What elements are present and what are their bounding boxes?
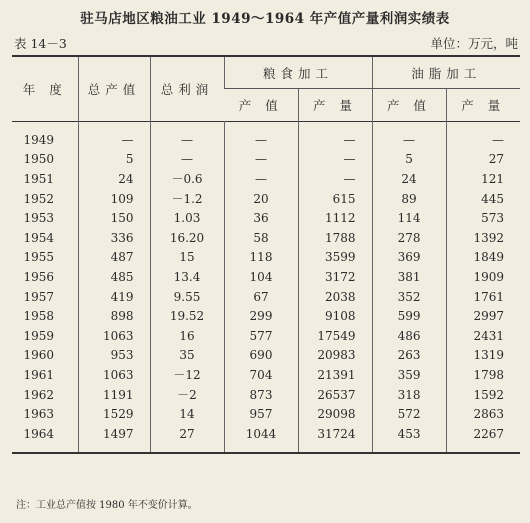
cell-total-profit: — <box>150 150 224 170</box>
cell-total-profit: 27 <box>150 424 224 453</box>
cell-grain-value: 690 <box>224 346 298 366</box>
cell-year: 1956 <box>23 269 55 284</box>
data-table <box>12 55 520 454</box>
cell-oil-value: — <box>372 122 446 150</box>
cell-total-profit: — <box>150 122 224 150</box>
cell-oil-value: 24 <box>372 169 446 189</box>
cell-grain-value: 104 <box>224 267 298 287</box>
cell-grain-quantity: 31724 <box>298 424 372 453</box>
cell-year: 1952 <box>23 191 55 206</box>
cell-total-output: — <box>78 122 150 150</box>
table-body <box>12 122 520 453</box>
cell-grain-value: — <box>224 169 298 189</box>
cell-total-output: 1529 <box>78 404 150 424</box>
cell-grain-value: 577 <box>224 326 298 346</box>
cell-oil-value: 89 <box>372 189 446 209</box>
cell-year: 1949 <box>23 132 55 147</box>
table-row <box>12 248 520 268</box>
cell-grain-quantity: 1112 <box>298 208 372 228</box>
cell-oil-quantity: 1761 <box>446 287 520 307</box>
cell-oil-value: 114 <box>372 208 446 228</box>
cell-oil-quantity: 2267 <box>446 424 520 453</box>
cell-grain-value: 299 <box>224 306 298 326</box>
table-row <box>12 169 520 189</box>
table-row <box>12 189 520 209</box>
cell-grain-value: 58 <box>224 228 298 248</box>
table-header <box>12 56 520 122</box>
cell-year: 1955 <box>23 250 55 265</box>
cell-year: 1953 <box>23 211 55 226</box>
cell-total-profit: 13.4 <box>150 267 224 287</box>
cell-grain-value: 67 <box>224 287 298 307</box>
header-total-output: 总产值 <box>78 56 150 122</box>
cell-grain-quantity: 17549 <box>298 326 372 346</box>
cell-grain-value: — <box>224 122 298 150</box>
cell-oil-quantity: 1798 <box>446 365 520 385</box>
cell-grain-value: 957 <box>224 404 298 424</box>
table-row <box>12 424 520 453</box>
cell-oil-value: 572 <box>372 404 446 424</box>
table-row <box>12 208 520 228</box>
cell-total-output: 898 <box>78 306 150 326</box>
cell-total-output: 5 <box>78 150 150 170</box>
cell-year: 1950 <box>23 152 55 167</box>
cell-year: 1957 <box>23 289 55 304</box>
cell-grain-value: 873 <box>224 385 298 405</box>
cell-total-output: 419 <box>78 287 150 307</box>
cell-oil-quantity: 2863 <box>446 404 520 424</box>
cell-oil-value: 352 <box>372 287 446 307</box>
cell-grain-quantity: — <box>298 169 372 189</box>
unit-label: 单位：万元，吨 <box>430 36 518 51</box>
cell-total-output: 1191 <box>78 385 150 405</box>
cell-oil-value: 318 <box>372 385 446 405</box>
table-row <box>12 228 520 248</box>
cell-grain-value: — <box>224 150 298 170</box>
cell-total-output: 336 <box>78 228 150 248</box>
table-row <box>12 150 520 170</box>
cell-year: 1961 <box>23 367 55 382</box>
cell-total-profit: －2 <box>150 385 224 405</box>
cell-total-output: 24 <box>78 169 150 189</box>
cell-grain-value: 704 <box>224 365 298 385</box>
cell-oil-value: 5 <box>372 150 446 170</box>
header-total-profit: 总利润 <box>150 56 224 122</box>
cell-oil-quantity: 1849 <box>446 248 520 268</box>
header-grain-value: 产 值 <box>238 98 283 113</box>
cell-total-profit: 1.03 <box>150 208 224 228</box>
cell-oil-quantity: 1592 <box>446 385 520 405</box>
cell-grain-value: 36 <box>224 208 298 228</box>
cell-year: 1964 <box>23 426 55 441</box>
cell-total-output: 953 <box>78 346 150 366</box>
cell-oil-value: 599 <box>372 306 446 326</box>
cell-grain-value: 118 <box>224 248 298 268</box>
cell-grain-quantity: 26537 <box>298 385 372 405</box>
cell-oil-quantity: 445 <box>446 189 520 209</box>
cell-oil-quantity: 2431 <box>446 326 520 346</box>
cell-total-profit: 9.55 <box>150 287 224 307</box>
cell-oil-value: 453 <box>372 424 446 453</box>
cell-year: 1958 <box>23 309 55 324</box>
cell-total-profit: 16.20 <box>150 228 224 248</box>
table-row <box>12 326 520 346</box>
cell-grain-quantity: 3172 <box>298 267 372 287</box>
header-oil-value: 产 值 <box>372 89 446 122</box>
cell-oil-quantity: 573 <box>446 208 520 228</box>
header-grain-processing: 粮食加工 <box>224 56 372 89</box>
cell-oil-value: 369 <box>372 248 446 268</box>
cell-grain-quantity: 9108 <box>298 306 372 326</box>
cell-oil-quantity: 1909 <box>446 267 520 287</box>
header-grain-quantity: 产 量 <box>298 89 372 122</box>
cell-grain-quantity: — <box>298 150 372 170</box>
cell-total-output: 1063 <box>78 365 150 385</box>
cell-grain-quantity: 3599 <box>298 248 372 268</box>
cell-oil-quantity: 1319 <box>446 346 520 366</box>
footnote: 注：工业总产值按 1980 年不变价计算。 <box>16 500 198 511</box>
header-year: 年 度 <box>22 82 67 97</box>
table-row <box>12 365 520 385</box>
cell-total-output: 1497 <box>78 424 150 453</box>
table-row <box>12 306 520 326</box>
cell-total-profit: －1.2 <box>150 189 224 209</box>
cell-total-profit: 14 <box>150 404 224 424</box>
cell-oil-quantity: 2997 <box>446 306 520 326</box>
cell-grain-value: 20 <box>224 189 298 209</box>
cell-grain-quantity: 20983 <box>298 346 372 366</box>
cell-grain-quantity: 21391 <box>298 365 372 385</box>
cell-grain-quantity: 29098 <box>298 404 372 424</box>
header-oil-quantity: 产 量 <box>446 89 520 122</box>
cell-grain-quantity: 1788 <box>298 228 372 248</box>
cell-total-profit: 16 <box>150 326 224 346</box>
cell-year: 1963 <box>23 407 55 422</box>
cell-year: 1959 <box>23 328 55 343</box>
cell-oil-value: 381 <box>372 267 446 287</box>
cell-oil-value: 359 <box>372 365 446 385</box>
cell-year: 1960 <box>23 348 55 363</box>
cell-grain-quantity: — <box>298 122 372 150</box>
cell-oil-quantity: — <box>446 122 520 150</box>
cell-total-profit: 15 <box>150 248 224 268</box>
cell-total-profit: 19.52 <box>150 306 224 326</box>
cell-grain-quantity: 615 <box>298 189 372 209</box>
cell-total-output: 150 <box>78 208 150 228</box>
cell-oil-quantity: 1392 <box>446 228 520 248</box>
cell-total-profit: 35 <box>150 346 224 366</box>
cell-year: 1962 <box>23 387 55 402</box>
cell-total-output: 485 <box>78 267 150 287</box>
cell-oil-value: 278 <box>372 228 446 248</box>
cell-total-profit: －12 <box>150 365 224 385</box>
table-row <box>12 267 520 287</box>
cell-year: 1951 <box>23 171 55 186</box>
table-row <box>12 346 520 366</box>
cell-total-output: 487 <box>78 248 150 268</box>
cell-oil-quantity: 27 <box>446 150 520 170</box>
table-row <box>12 404 520 424</box>
cell-total-output: 109 <box>78 189 150 209</box>
cell-oil-quantity: 121 <box>446 169 520 189</box>
cell-total-profit: －0.6 <box>150 169 224 189</box>
cell-grain-value: 1044 <box>224 424 298 453</box>
page-title: 驻马店地区粮油工业 1949～1964 年产值产量利润实绩表 <box>80 11 450 27</box>
table-row <box>12 122 520 150</box>
cell-oil-value: 263 <box>372 346 446 366</box>
cell-oil-value: 486 <box>372 326 446 346</box>
table-number: 表 14－3 <box>14 36 67 51</box>
cell-total-output: 1063 <box>78 326 150 346</box>
header-oil-processing: 油脂加工 <box>372 56 520 89</box>
cell-year: 1954 <box>23 230 55 245</box>
cell-grain-quantity: 2038 <box>298 287 372 307</box>
table-row <box>12 385 520 405</box>
table-row <box>12 287 520 307</box>
